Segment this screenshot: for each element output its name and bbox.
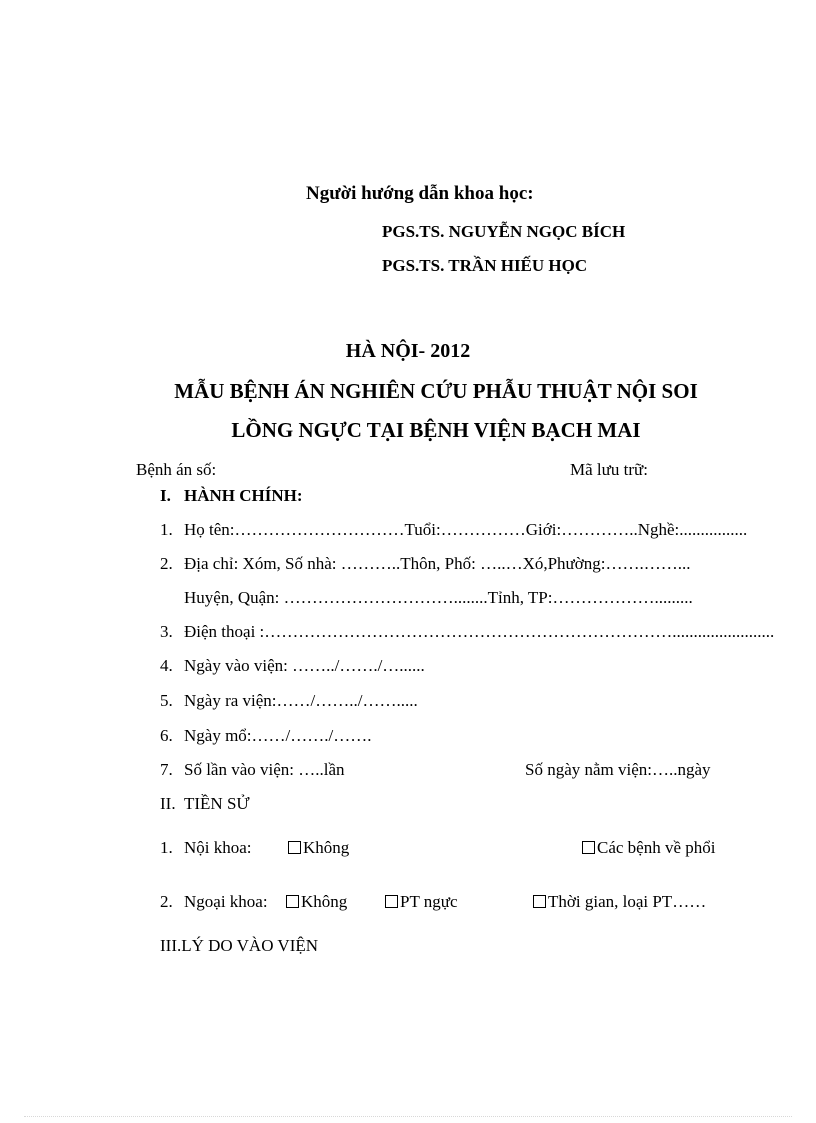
field-text: Ngày ra viện:……/……../……..... <box>184 691 418 710</box>
field-admission-count[interactable] <box>160 760 345 780</box>
form-title-line-2: LỒNG NGỰC TẠI BỆNH VIỆN BẠCH MAI <box>231 418 641 442</box>
field-address[interactable] <box>160 554 690 574</box>
field-phone[interactable] <box>160 622 774 642</box>
field-text: Huyện, Quận: …………………………........Tỉnh, TP:………………......... <box>184 588 693 607</box>
checkbox-lung-diseases[interactable] <box>582 838 716 858</box>
item-number: 2. <box>160 892 173 911</box>
field-text: Địa chỉ: Xóm, Số nhà: ………..Thôn, Phố: …..…Xó,Phường:…….……... <box>184 554 691 573</box>
field-text: Số lần vào viện: …..lần <box>184 760 345 779</box>
item-number: 5. <box>160 691 173 710</box>
section-1-title: HÀNH CHÍNH: <box>184 486 303 505</box>
section-2-numeral: II. <box>160 794 176 813</box>
item-number: 2. <box>160 554 173 573</box>
surgery-history-label: Ngoại khoa: <box>184 892 268 911</box>
checkbox-surgery-none[interactable] <box>286 892 347 912</box>
advisor-name-1: PGS.TS. NGUYỄN NGỌC BÍCH <box>382 222 626 241</box>
checkbox-label: Không <box>303 838 350 857</box>
field-address-district-province[interactable] <box>184 588 693 608</box>
checkbox-icon[interactable] <box>288 841 301 854</box>
checkbox-icon[interactable] <box>286 895 299 908</box>
item-number: 1. <box>160 838 173 857</box>
checkbox-chest-surgery[interactable] <box>385 892 458 912</box>
field-hospital-days[interactable]: Số ngày nằm viện:…..ngày <box>525 760 711 779</box>
internal-medicine-row <box>160 838 252 858</box>
section-2-title: TIỀN SỬ <box>184 794 250 813</box>
advisor-heading: Người hướng dẫn khoa học: <box>306 183 534 204</box>
section-1-numeral: I. <box>160 486 171 505</box>
section-1-heading <box>160 486 303 506</box>
field-full-name-age-sex-job[interactable] <box>160 520 747 540</box>
field-text: Điện thoại :………………………………………………………………........................ <box>184 622 775 641</box>
checkbox-label: PT ngực <box>400 892 458 911</box>
city-year-title: HÀ NỘI- 2012 <box>345 340 471 362</box>
field-text: Ngày mổ:……/……./……. <box>184 726 372 745</box>
section-3-heading <box>160 936 318 956</box>
field-text: Họ tên:…………………………Tuổi:……………Giới:…………..Nghề:................ <box>184 520 748 539</box>
section-2-heading <box>160 794 250 814</box>
item-number: 1. <box>160 520 173 539</box>
field-text: Ngày vào viện: ……../……./…...... <box>184 656 425 675</box>
form-title-line-1: MẪU BỆNH ÁN NGHIÊN CỨU PHẪU THUẬT NỘI SOI <box>174 379 698 403</box>
item-number: 6. <box>160 726 173 745</box>
item-number: 3. <box>160 622 173 641</box>
page-bottom-divider <box>24 1116 792 1117</box>
checkbox-surgery-time-type[interactable] <box>533 892 706 912</box>
checkbox-label: Không <box>301 892 348 911</box>
record-number-label: Bệnh án số: <box>136 460 217 479</box>
advisor-name-2: PGS.TS. TRẦN HIẾU HỌC <box>382 256 588 275</box>
section-3-numeral: III. <box>160 936 182 955</box>
field-admission-date[interactable] <box>160 656 425 676</box>
checkbox-icon[interactable] <box>533 895 546 908</box>
item-number: 7. <box>160 760 173 779</box>
checkbox-label: Các bệnh về phổi <box>597 838 716 857</box>
item-number: 4. <box>160 656 173 675</box>
field-discharge-date[interactable] <box>160 691 418 711</box>
archive-code-label: Mã lưu trữ: <box>570 460 648 479</box>
checkbox-icon[interactable] <box>582 841 595 854</box>
internal-medicine-label: Nội khoa: <box>184 838 252 857</box>
checkbox-internal-none[interactable] <box>288 838 349 858</box>
checkbox-label: Thời gian, loại PT…… <box>548 892 707 911</box>
checkbox-icon[interactable] <box>385 895 398 908</box>
section-3-title: LÝ DO VÀO VIỆN <box>181 936 319 955</box>
surgery-history-row <box>160 892 268 912</box>
field-surgery-date[interactable] <box>160 726 371 746</box>
